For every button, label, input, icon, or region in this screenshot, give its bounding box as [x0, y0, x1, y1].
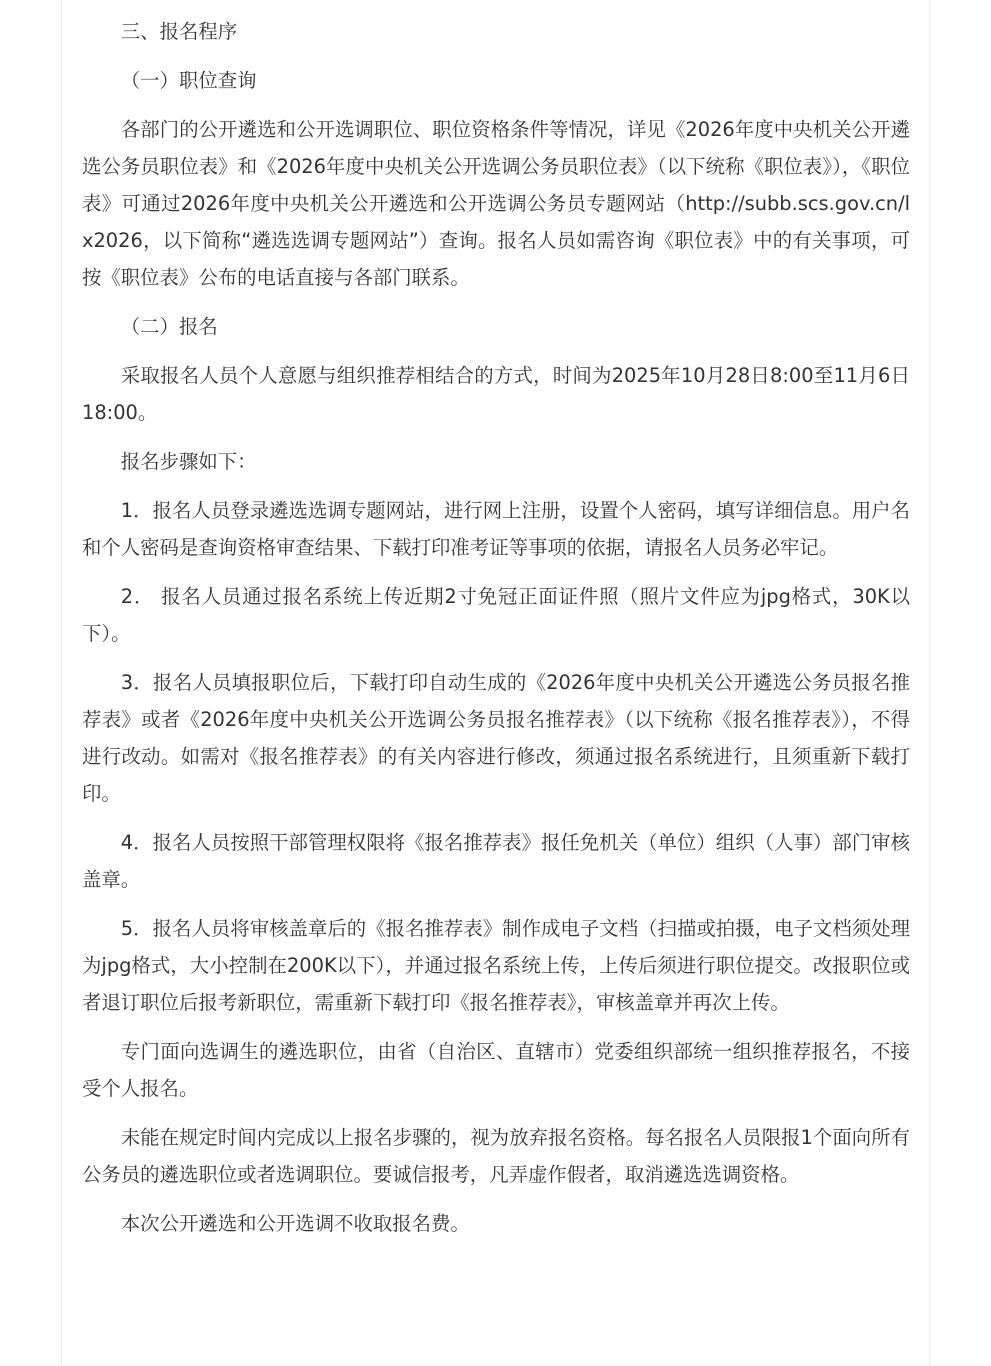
article-body — [82, 13, 910, 1254]
paragraph-no-fee: 本次公开遴选和公开选调不收取报名费。 — [120, 1212, 470, 1235]
registration-step-3: 3．报名人员填报职位后，下载打印自动生成的《2026年度中央机关公开遴选公务员报名推荐表》或者《2026年度中央机关公开选调公务员报名推荐表》（以下统称《报名推荐表》），不得进行改动。如需对《报名推荐表》的有关内容进行修改，须通过报名系统进行，且须重新下载打印。 — [82, 671, 910, 805]
registration-step-1: 1．报名人员登录遴选选调专题网站，进行网上注册，设置个人密码，填写详细信息。用户名和个人密码是查询资格审查结果、下载打印准考证等事项的依据，请报名人员务必牢记。 — [82, 499, 910, 559]
paragraph-registration-method: 采取报名人员个人意愿与组织推荐相结合的方式，时间为2025年10月28日8:00至11月6日18:00。 — [82, 364, 910, 424]
registration-step-5: 5．报名人员将审核盖章后的《报名推荐表》制作成电子文档（扫描或拍摄，电子文档须处理为jpg格式，大小控制在200K以下），并通过报名系统上传，上传后须进行职位提交。改报职位或者退订职位后报考新职位，需重新下载打印《报名推荐表》，审核盖章并再次上传。 — [82, 917, 910, 1014]
paragraph-steps-intro: 报名步骤如下： — [120, 450, 257, 473]
subsection-title-registration: （二）报名 — [120, 315, 218, 338]
paragraph-graduate-positions: 专门面向选调生的遴选职位，由省（自治区、直辖市）党委组织部统一组织推荐报名，不接受个人报名。 — [82, 1040, 910, 1100]
subsection-title-position-query: （一）职位查询 — [120, 69, 257, 92]
section-title: 三、报名程序 — [120, 20, 238, 43]
paragraph-abandon-qualification: 未能在规定时间内完成以上报名步骤的，视为放弃报名资格。每名报名人员限报1个面向所有公务员的遴选职位或者选调职位。要诚信报考，凡弄虚作假者，取消遴选选调资格。 — [82, 1126, 910, 1186]
paragraph-position-details: 各部门的公开遴选和公开选调职位、职位资格条件等情况，详见《2026年度中央机关公开遴选公务员职位表》和《2026年度中央机关公开选调公务员职位表》（以下统称《职位表》），《职位表》可通过2026年度中央机关公开遴选和公开选调公务员专题网站（http://subb.scs.gov.cn/lx2026，以下简称“遴选选调专题网站”）查询。报名人员如需咨询《职位表》中的有关事项，可按《职位表》公布的电话直接与各部门联系。 — [82, 118, 910, 289]
registration-step-2: 2． 报名人员通过报名系统上传近期2寸免冠正面证件照（照片文件应为jpg格式，30K以下）。 — [82, 585, 910, 645]
registration-step-4: 4．报名人员按照干部管理权限将《报名推荐表》报任免机关（单位）组织（人事）部门审核盖章。 — [82, 831, 910, 891]
